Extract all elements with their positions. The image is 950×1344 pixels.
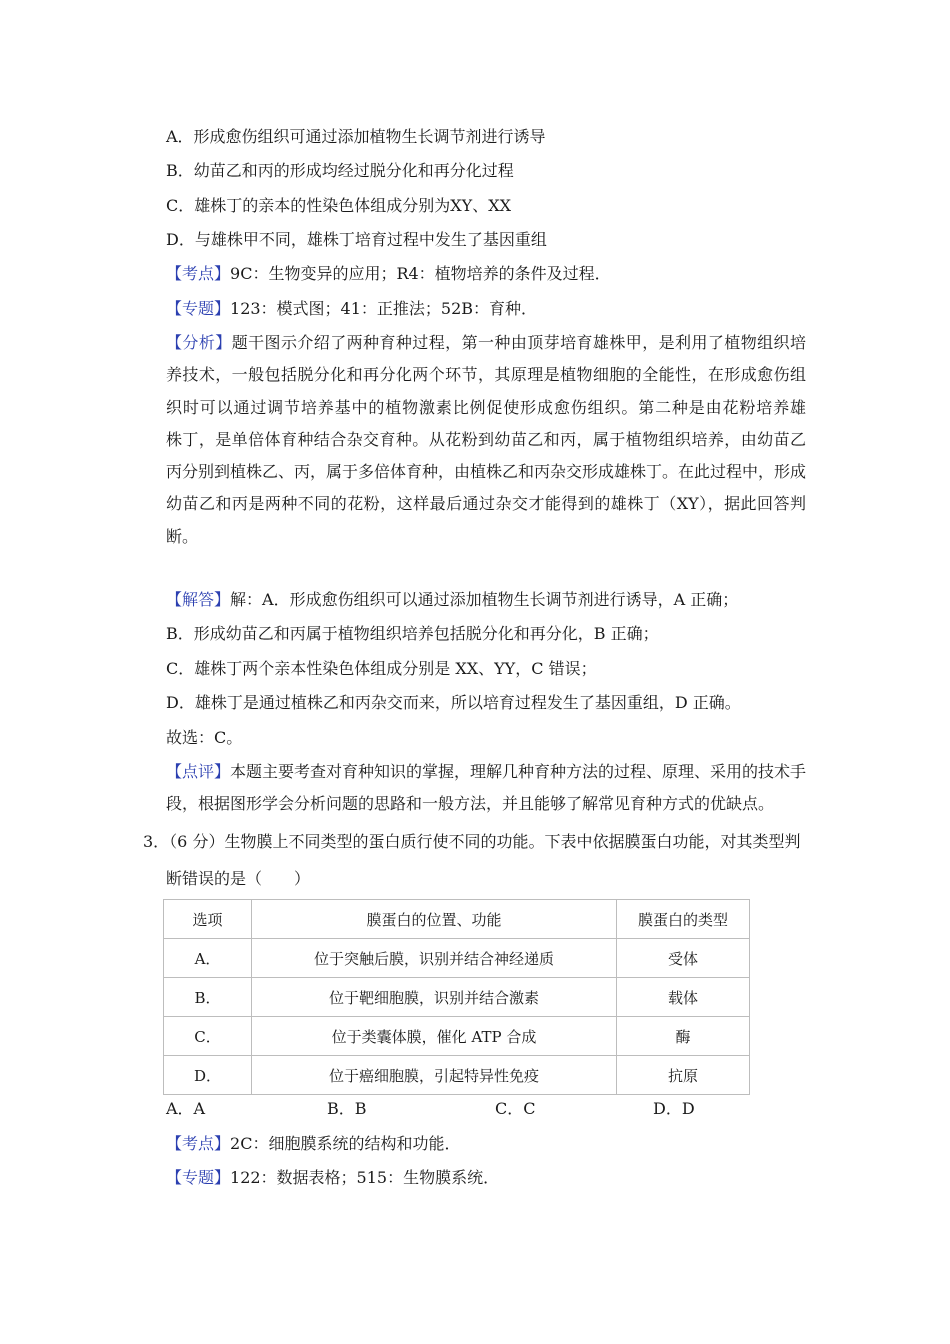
dianping-paragraph (166, 756, 806, 821)
membrane-protein-table (163, 899, 750, 1095)
table-header: 膜蛋白的类型 (617, 900, 750, 939)
option-b: B．幼苗乙和丙的形成均经过脱分化和再分化过程 (166, 161, 514, 180)
choice-d: D．D (653, 1099, 695, 1118)
table-cell: 受体 (617, 939, 750, 978)
table-cell: 载体 (617, 978, 750, 1017)
zhuanti-tag: 【专题】 (166, 299, 231, 318)
choice-b: B．B (327, 1099, 367, 1118)
table-cell: 酶 (617, 1017, 750, 1056)
fenxi-tag: 【分析】 (166, 333, 232, 352)
fenxi-line-1: 题干图示介绍了两种育种过程，第一种由顶芽培育雄株甲，是利用了植物组织培 (231, 333, 806, 352)
table-cell: 位于突触后膜，识别并结合神经递质 (252, 939, 617, 978)
table-row (164, 1017, 750, 1056)
jieda-tag: 【解答】 (166, 590, 231, 609)
zhuanti-q2 (166, 299, 537, 319)
table-cell: 位于癌细胞膜，引起特异性免疫 (252, 1056, 617, 1095)
kaodian-text: 2C：细胞膜系统的结构和功能． (230, 1134, 461, 1153)
table-header: 选项 (164, 900, 252, 939)
table-header-row (164, 900, 750, 939)
jieda-line-4: D．雄株丁是通过植株乙和丙杂交而来，所以培育过程发生了基因重组，D 正确。 (166, 693, 741, 712)
fenxi-line-5: 丙分别到植株乙、丙，属于多倍体育种，由植株乙和丙杂交形成雄株丁。在此过程中，形成 (166, 462, 807, 482)
zhuanti-q3 (166, 1168, 499, 1188)
kaodian-tag: 【考点】 (166, 264, 231, 283)
dianping-tag: 【点评】 (166, 762, 231, 781)
fenxi-paragraph (166, 327, 806, 553)
jieda-answer: 故选：C。 (166, 728, 243, 747)
choice-c: C．C (495, 1099, 536, 1118)
table-cell: C． (164, 1017, 252, 1056)
fenxi-line-2: 养技术，一般包括脱分化和再分化两个环节，其原理是植物细胞的全能性，在形成愈伤组 (166, 365, 806, 385)
table-cell: 位于靶细胞膜，识别并结合激素 (252, 978, 617, 1017)
table-cell: 抗原 (617, 1056, 750, 1095)
table-row (164, 1056, 750, 1095)
kaodian-q2 (166, 264, 611, 284)
table-cell: D． (164, 1056, 252, 1095)
fenxi-line-7: 断。 (166, 526, 199, 546)
table-row (164, 978, 750, 1017)
fenxi-line-3: 织时可以通过调节培养基中的植物激素比例促使形成愈伤组织。第二种是由花粉培养雄 (166, 397, 806, 417)
jieda-line-3: C．雄株丁两个亲本性染色体组成分别是 XX、YY，C 错误； (166, 659, 597, 678)
table-row (164, 939, 750, 978)
dianping-line-1: 本题主要考查对育种知识的掌握，理解几种育种方法的过程、原理、采用的技术手 (230, 762, 807, 781)
choice-a: A．A (166, 1099, 206, 1118)
table-cell: B． (164, 978, 252, 1017)
jieda-line-1 (166, 590, 738, 610)
zhuanti-text: 123：模式图；41：正推法；52B：育种． (230, 299, 538, 318)
kaodian-tag: 【考点】 (166, 1134, 231, 1153)
zhuanti-tag: 【专题】 (166, 1168, 231, 1187)
kaodian-q3 (166, 1134, 460, 1154)
table-header: 膜蛋白的位置、功能 (252, 900, 617, 939)
zhuanti-text: 122：数据表格；515：生物膜系统． (230, 1168, 500, 1187)
table-cell: A． (164, 939, 252, 978)
option-d: D．与雄株甲不同，雄株丁培育过程中发生了基因重组 (166, 230, 547, 249)
q3-stem-line-1: 3．（6 分）生物膜上不同类型的蛋白质行使不同的功能。下表中依据膜蛋白功能，对其类型判 (143, 832, 801, 851)
table-cell: 位于类囊体膜，催化 ATP 合成 (252, 1017, 617, 1056)
option-c: C．雄株丁的亲本的性染色体组成分别为XY、XX (166, 196, 511, 215)
jieda-text-1: 解：A．形成愈伤组织可以通过添加植物生长调节剂进行诱导，A 正确； (230, 590, 739, 609)
fenxi-line-4: 株丁，是单倍体育种结合杂交育种。从花粉到幼苗乙和丙，属于植物组织培养，由幼苗乙 (166, 429, 806, 449)
option-a: A．形成愈伤组织可通过添加植物生长调节剂进行诱导 (166, 127, 546, 146)
dianping-line-2: 段，根据图形学会分析问题的思路和一般方法，并且能够了解常见育种方式的优缺点。 (166, 794, 775, 814)
kaodian-text: 9C：生物变异的应用；R4：植物培养的条件及过程． (230, 264, 611, 283)
fenxi-line-6: 幼苗乙和丙是两种不同的花粉，这样最后通过杂交才能得到的雄株丁（XY），据此回答判 (166, 494, 806, 514)
q3-stem-line-2: 断错误的是（ ） (166, 869, 311, 888)
jieda-line-2: B．形成幼苗乙和丙属于植物组织培养包括脱分化和再分化，B 正确； (166, 624, 659, 643)
